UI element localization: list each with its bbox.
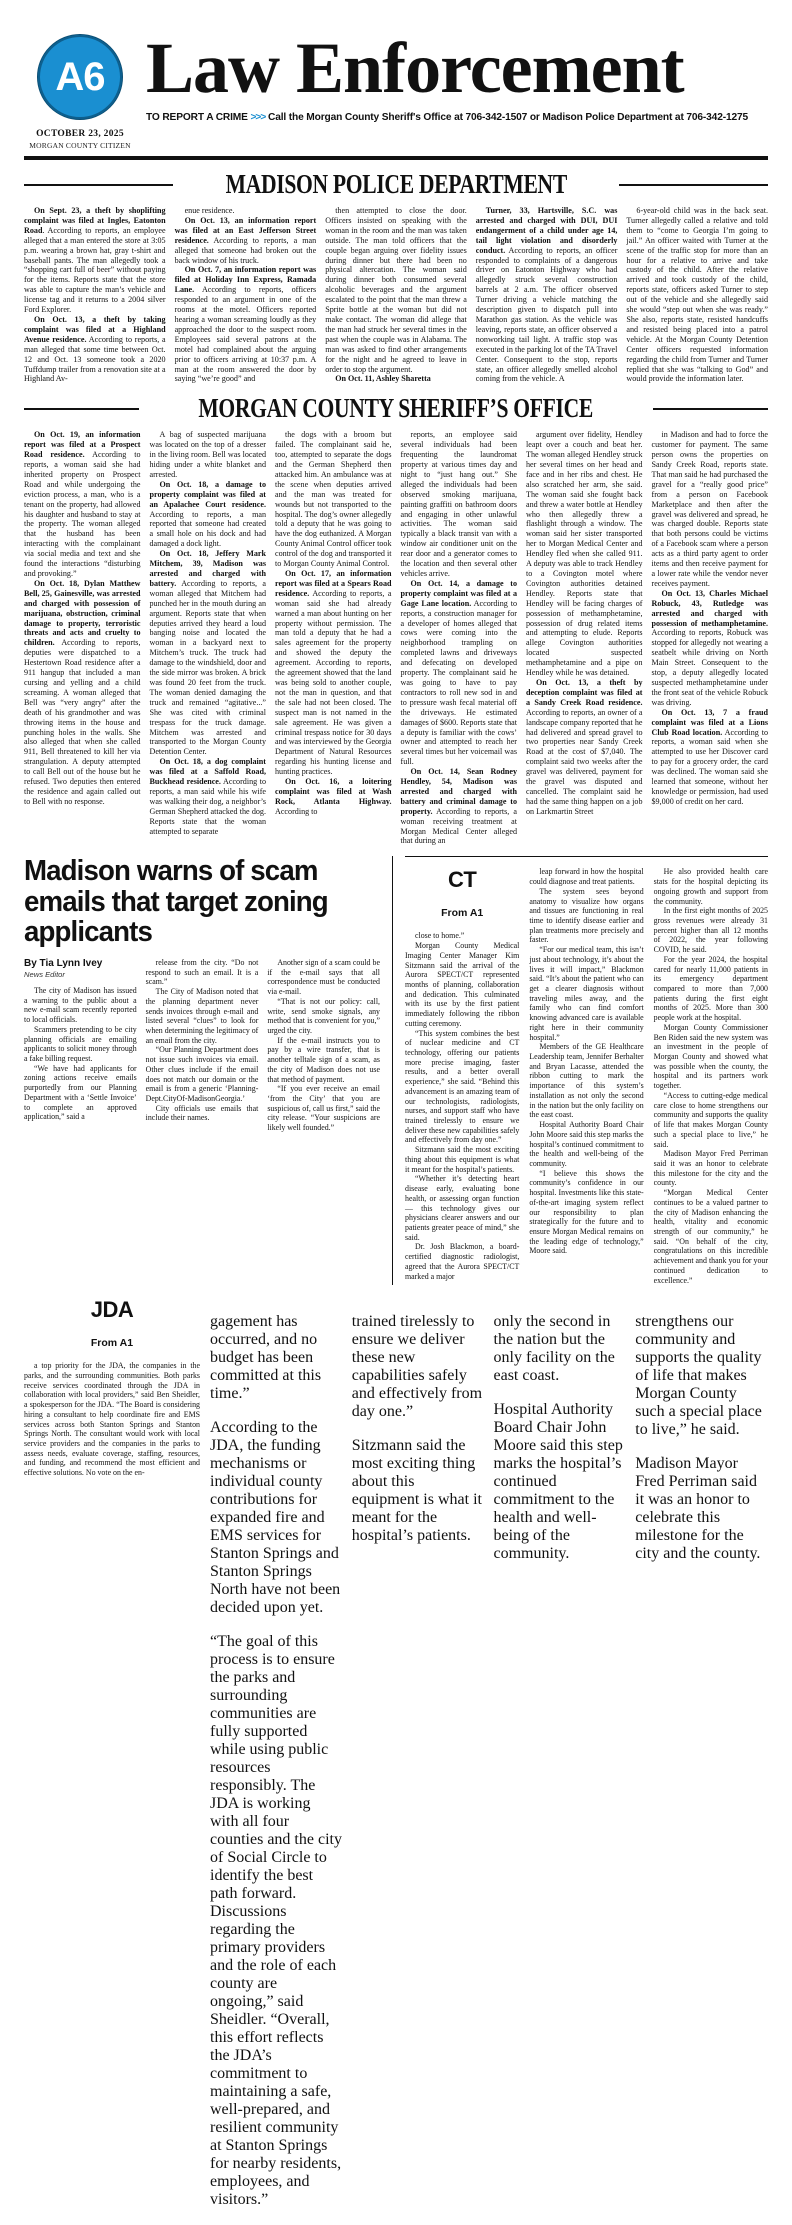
mcso-paragraph: On Oct. 18, a damage to property complaint was filed at an Apalachee Court residence. According to reports, a man reported that someone had created a small hole on his dock and had damaged a dock light. xyxy=(149,479,266,549)
jda-column-1 xyxy=(210,1297,343,2225)
jda-story xyxy=(24,1297,768,2225)
ct-paragraph: “Whether it’s detecting heart disease early, evaluating bone health, or assessing organ function — this technology gives our physicians clearer answers and our patients greater peace of mind,” she said. xyxy=(405,1174,520,1242)
tip-prefix: TO REPORT A CRIME xyxy=(146,112,248,124)
page-number-badge xyxy=(37,34,123,120)
jda-paragraph: strengthens our community and supports the quality of life that makes Morgan County such a special place to live,” he said. xyxy=(635,1313,762,1439)
mcso-columns xyxy=(24,430,768,846)
jda-paragraph: trained tirelessly to ensure we deliver these new capabilities safely and effectively from day one.” xyxy=(351,1313,483,1421)
jda-paragraph: Hospital Authority Board Chair John Moore said this step marks the hospital’s continued commitment to the health and well-being of the community. xyxy=(493,1401,623,1563)
ct-paragraph: “Access to cutting-edge medical care close to home strengthens our community and supports the quality of life that makes Morgan County such a special place to live,” he said. xyxy=(653,1090,768,1149)
ct-paragraph: “Morgan Medical Center continues to be a valued partner to the city of Madison enhancing the health, vitality and economic strength of our community,” he said. “On behalf of the city, congratulations on this incredible achievement and thank you for your continued dedication to excellence.” xyxy=(653,1188,768,1285)
mpd-paragraph: enue residence. xyxy=(184,206,235,215)
ct-body-1 xyxy=(405,931,519,1281)
ct-top-rule xyxy=(405,856,768,857)
jda-column-2 xyxy=(352,1297,485,2225)
mcso-column-1 xyxy=(24,430,141,846)
mcso-paragraph: On Oct. 19, an information report was filed at a Prospect Road residence. According to reports, a woman said she had inherited property on Prospect Road and while undergoing the eviction process, a man, who is a tenant on the property, had allowed his daughter and husband to stay at the property. The woman alleged that the husband has been interacting with the complainant via social media and text and she found the interactions “disturbing and provoking.” xyxy=(24,430,141,578)
mpd-column-2 xyxy=(175,206,317,384)
mcso-paragraph: On Oct. 13, a theft by deception complaint was filed at a Sandy Creek Road residence. According to reports, an owner of a landscape company reported that he had delivered and spread gravel to two properties near Sandy Creek Road at the cost of $7,040. The complaint said two weeks after the gravel was delivered, payment for the gravel was disputed and cancelled. The complaint said he had the same thing happen on a job on Larkmartin Street xyxy=(526,677,643,816)
mcso-paragraph: On Oct. 18, Dylan Matthew Bell, 25, Gainesville, was arrested and charged with possession of marijuana, obstruction, criminal damage to property, terroristic threats and acts and cruelty to children. According to reports, deputies were dispatched to a Hestertown Road residence after a 911 hangup that included a man cursing and yelling and a child screaming. A woman alleged that Bell was “very angry” after the death of his grandmother and was throwing items in the house and punching holes in the walls. She also alleged that when she called 911, Bell threatened to kill her via strangulation. A deputy attempted to call Bell out of the house but he refused. Two deputies then entered the residence and again called out to Bell with no response. xyxy=(24,578,141,806)
jda-jump-headline: JDA xyxy=(90,1297,134,1323)
scam-column-3 xyxy=(267,958,380,1133)
jda-paragraph: Madison Mayor Fred Perriman said it was an honor to celebrate this milestone for the city and the county. xyxy=(635,1455,761,1563)
scam-headline: Madison warns of scam emails that target zoning applicants xyxy=(24,855,328,948)
scam-paragraph: The City of Madison noted that the planning department never sends invoices through e-mail and listed several “clues” to look for when determining the legitimacy of an email from the city. xyxy=(145,987,259,1045)
mcso-paragraph: On Oct. 16, a loitering complaint was filed at Wash Rock, Atlanta Highway. According to xyxy=(275,777,392,816)
jda-column-3 xyxy=(494,1297,627,2225)
ct-paragraph: leap forward in how the hospital could diagnose and treat patients. xyxy=(529,867,644,887)
ct-paragraph: Hospital Authority Board Chair John Moore said this step marks the hospital’s continued commitment to the health and well-being of the community. xyxy=(529,1120,644,1168)
mcso-paragraph: argument over fidelity, Hendley leapt over a couch and beat her. The woman alleged Hendley struck her several times on her head and face and in her ribs and chest. He also scratched her arm, she said. The woman said she fought back and threw a water bottle at Hendley who then allegedly threw a flashlight through a window. The woman said her sister transported her to Morgan Medical Center and Hendley fled when she called 911. A deputy was able to track Hendley to a Covington motel where Covington authorities detained Hendley. Reports state that Hendley will be facing charges of possession of methamphetamine, possession of drug related items and attempting to elude. Reports allege Covington authorities located suspected methamphetamine and a pipe on Hendley while he was detained. xyxy=(526,430,643,678)
mcso-column-2 xyxy=(150,430,267,846)
crime-tip-line xyxy=(146,112,768,123)
jda-columns xyxy=(210,1297,768,2225)
mpd-banner-title: MADISON POLICE DEPARTMENT xyxy=(225,169,567,199)
ct-paragraph: In the first eight months of 2025 gross revenues were already 31 percent higher than all 12 months of 2022, the year following COVID, he said. xyxy=(653,906,768,955)
ct-paragraph: The system sees beyond anatomy to visualize how organs and tissues are functioning in real time to identify disease earlier and plan treatments more precisely and faster. xyxy=(529,886,644,945)
ct-paragraph: close to home.” xyxy=(415,931,465,941)
chevrons-icon: >>> xyxy=(250,112,266,124)
ct-paragraph: “I believe this shows the community’s confidence in our hospital. Investments like this state-of-the-art imaging system reflect our responsibility to plan strategically for the future and to ensure Morgan Medical remains on the leading edge of technology,” Moore said. xyxy=(529,1168,644,1256)
mpd-columns xyxy=(24,206,768,384)
mcso-paragraph: in Madison and had to force the customer for payment. The same person owns the properties on Sandy Creek Road, reports state. That man said he had purchased the gravel for a “really good price” from a person on Facebook Marketplace and then after the gravel was delivered and spread, he was charged double. Reports state that both persons could be victims of a Facebook scam where a person acts as a third party agent to order items and then receive payment for a lower rate while the vendor never receives payment. xyxy=(651,430,768,588)
banner-rule-left xyxy=(24,184,173,186)
scam-paragraph: “Our Planning Department does not issue such invoices via email. Other clues include if the email does not match our domain or the email is from a generic ‘Planning-Dept.CityOf-MadisonGeorgia.’ xyxy=(145,1045,259,1104)
mcso-banner-title: MORGAN COUNTY SHERIFF’S OFFICE xyxy=(198,393,594,424)
scam-paragraph: release from the city. “Do not respond to such an email. It is a scam.” xyxy=(145,957,259,987)
ct-story xyxy=(392,856,768,1285)
ct-paragraph: Dr. Josh Blackmon, a board-certified diagnostic radiologist, agreed that the Aurora SPECT/CT marked a major xyxy=(405,1242,520,1281)
masthead-rule xyxy=(24,156,768,160)
byline-title: News Editor xyxy=(24,969,65,979)
lower-package xyxy=(24,856,768,1285)
ct-paragraph: Morgan County Medical Imaging Center Manager Kim Sitzmann said the arrival of the Aurora SPECT/CT represented months of planning, collaboration and dedication. This culminated with its use by the first patient immediately following the ribbon cutting ceremony. xyxy=(405,941,520,1028)
scam-paragraph: “If you ever receive an email ‘from the City’ that you are suspicious of, call us first,” said the city release. “Your suspicions are likely well founded.” xyxy=(267,1084,380,1133)
mcso-paragraph: A bag of suspected marijuana was located on the top of a dresser in the living room. Bell was located hiding under a white blanket and arrested. xyxy=(149,430,266,479)
mcso-paragraph: On Oct. 13, 7 a fraud complaint was filed at a Lions Club Road location. According to reports, a woman said when she attempted to use her Discover card to pay for a grocery order, the card was declined. The woman said she learned that someone, without her knowledge or permission, had used $9,000 of credit on her card. xyxy=(651,707,768,806)
mpd-paragraph: On Oct. 11, Ashley Sharetta xyxy=(335,374,431,384)
scam-body-1 xyxy=(24,986,137,1122)
mcso-section-banner xyxy=(24,395,768,422)
mcso-paragraph: On Oct. 14, Sean Rodney Hendley, 54, Madison was arrested and charged with battery and criminal damage to property. According to reports, a woman receiving treatment at Morgan Medical Center alleged that during an xyxy=(400,767,517,846)
jda-jump-from: From A1 xyxy=(90,1337,134,1350)
ct-column-3 xyxy=(654,867,768,1285)
ct-jump-from: From A1 xyxy=(441,907,484,920)
ct-paragraph: Morgan County Commissioner Ben Riden said the new system was an investment in the people of Morgan County and showed what was possible when the county, the hospital and its partners work together. xyxy=(653,1022,768,1091)
scam-paragraph: City officials use emails that include their names. xyxy=(145,1103,259,1123)
ct-jump-headline: CT xyxy=(448,867,477,893)
mpd-paragraph: On Oct. 13, an information report was filed at an East Jefferson Street residence. According to reports, a man alleged that someone had broken out the back window of his truck. xyxy=(174,215,317,265)
jda-lead-body xyxy=(24,1361,200,1478)
mcso-column-4 xyxy=(401,430,518,846)
masthead-title-block xyxy=(136,28,768,124)
ct-paragraph: Members of the GE Healthcare Leadership team, Jennifer Berhalter and Bryan Lacasse, attended the ribbon cutting to mark the importance of this system’s installation as not only the second in the nation but the only facility on the east coast. xyxy=(529,1042,644,1120)
mpd-paragraph: On Sept. 23, a theft by shoplifting complaint was filed at Ingles, Eatonton Road. According to reports, an employee alleged that a man entered the store at 3:05 p.m. wearing a brown hat, gray t-shirt and baseball pants. The man allegedly took a “shopping cart full of beer” without paying for the items. Reports state that the store was able to capture the man’s vehicle and license tag and it returns to a 2004 silver Ford Explorer. xyxy=(24,206,166,315)
mcso-column-5 xyxy=(526,430,643,846)
byline-author: By Tia Lynn Ivey xyxy=(24,957,103,969)
banner-rule-left xyxy=(24,408,139,410)
mcso-paragraph: reports, an employee said several individuals had been frequenting the laundromat property at various times day and night to “just hang out.” She alleged the individuals had been observed smoking marijuana, painting graffiti on bathroom doors and engaging in other unlawful activities. The woman said typically a black transit van with a window air conditioner unit on the rear door and a generator comes to the location and then several other vehicles arrive. xyxy=(400,430,517,578)
jda-paragraph: “The goal of this process is to ensure the parks and surrounding communities are fully supported while using public resources responsibly. The JDA is working with all four counties and the city of Social Circle to identify the best path forward. Discussions regarding the primary providers and the role of each county are ongoing,” said Sheidler. “Overall, this effort reflects the JDA’s commitment to maintaining a safe, well-prepared, and resilient community at Stanton Springs for nearby residents, employees, and visitors.” xyxy=(210,1633,342,2209)
ct-jump-block xyxy=(405,867,519,1285)
mcso-paragraph: On Oct. 18, a dog complaint was filed at a Saffold Road, Buckhead residence. According to reports, a man said while his wife was walking their dog, a neighbor’s German Shepherd attacked the dog. Reports state that the woman attempted to separate xyxy=(149,757,266,836)
banner-rule-right xyxy=(653,408,768,410)
jda-jump-block xyxy=(24,1297,210,2225)
page-badge-block xyxy=(24,34,136,150)
jda-paragraph: Sitzmann said the most exciting thing about this equipment is what it meant for the hospital’s patients. xyxy=(351,1437,482,1545)
mpd-column-5 xyxy=(626,206,768,384)
scam-paragraph: “That is not our policy: call, write, send smoke signals, any method that is convenient for you,” urged the city. xyxy=(267,996,380,1036)
ct-paragraph: Sitzmann said the most exciting thing about this equipment is what it meant for the hospital’s patients. xyxy=(405,1145,520,1174)
mcso-paragraph: On Oct. 13, Charles Michael Robuck, 43, Rutledge was arrested and charged with possession of methamphetamine. According to reports, Robuck was stopped for allegedly not wearing a seatbelt while driving on North Main Street. Consequent to the stop, a deputy allegedly located suspected methamphetamine under the front seat of the vehicle Robuck was driving. xyxy=(651,588,768,707)
ct-paragraph: “This system combines the best of nuclear medicine and CT technology, offering our patients more precise imaging, faster results, and a better overall experience,” she said. “Behind this advancement is an amazing team of our technologists, radiologists, nurses, and support staff who have trained tirelessly to ensure we deliver these new capabilities safely and effectively from day one.” xyxy=(405,1028,520,1145)
scam-paragraph: Scammers pretending to be city planning officials are emailing applicants to solicit money through a fake billing request. xyxy=(24,1024,137,1064)
jda-lead-paragraph: a top priority for the JDA, the companies in the parks, and the surrounding communities. Both parks receive services coordinated through the JDA in collaboration with local providers,” said Ben Sheidler, a spokesperson for the JDA. “The Board is considering hiring a consultant to help coordinate fire and EMS services across both Stanton Springs and Stanton Springs North. The consultant would work with local service providers and the companies in the parks to assess needs, evaluate coverage, staffing, resources, and funding, and recommend the most efficient and effective solutions. No vote on the en- xyxy=(24,1361,200,1478)
page-number-text: A6 xyxy=(55,55,105,99)
ct-column-2 xyxy=(529,867,643,1285)
masthead xyxy=(24,0,768,150)
mpd-paragraph: On Oct. 13, a theft by taking complaint was filed at a Highland Avenue residence. According to reports, a man alleged that some time between Oct. 12 and Oct. 13 someone took a 2020 Tuffdump trailer from a renovation site at a Highland Av- xyxy=(24,314,166,384)
scam-paragraph: The city of Madison has issued a warning to the public about a new e-mail scam recently reported to local officials. xyxy=(24,985,137,1025)
jda-column-4 xyxy=(635,1297,768,2225)
scam-paragraph: Another sign of a scam could be if the e-mail says that all correspondence must be conducted via e-mail. xyxy=(267,957,380,997)
ct-paragraph: For the year 2024, the hospital cared for nearly 11,000 patients in its emergency department compared to more than 7,000 patients during the first eight months of 2025. More than 300 people work at the hospital. xyxy=(653,954,768,1023)
mpd-column-4 xyxy=(476,206,618,384)
scam-column-1 xyxy=(24,958,137,1133)
ct-paragraph: He also provided health care stats for the hospital depicting its ongoing growth and support from the community. xyxy=(653,867,768,906)
issue-date: OCTOBER 23, 2025 xyxy=(36,129,124,139)
mcso-paragraph: the dogs with a broom but failed. The complainant said he, too, attempted to separate the dogs and the German Shepherd then attacked him. An ambulance was at the scene when deputies arrived and the man was treated for wounds but not transported to the hospital. The dog’s owner allegedly told a deputy that he was going to have the dog euthanized. A Morgan County Animal Control officer took control of the dog and transported it to Morgan County Animal Control. xyxy=(275,430,392,569)
mcso-paragraph: On Oct. 14, a damage to property complaint was filed at a Gage Lane location. According to reports, a construction manager for a developer of homes alleged that cows were coming into the neighborhood trampling on completed lawns and driveways and defecating on developed property. The complainant said he was going to have to pay contractors to roll new sod in and to pressure wash fecal material off the driveways. He estimated damages of $600. Reports state that a deputy is familiar with the cows’ owner and attempted to reach her several times but her voicemail was full. xyxy=(400,578,517,767)
ct-paragraph: “For our medical team, this isn’t just about technology, it’s about the lives it will impact,” Blackmon said. “It’s about the patient who can get a clearer diagnosis without traveling miles away, and the family who can find comfort knowing advanced care is available right here in their community hospital.” xyxy=(529,945,644,1042)
mpd-section-banner xyxy=(24,171,768,198)
mcso-paragraph: On Oct. 17, an information report was filed at a Spears Road residence. According to reports, a woman said she had already warned a man about hunting on her property without permission. The man told a deputy that he had a sales agreement for the property and showed the deputy the agreement. According to reports, the agreement showed that the land was being sold to another couple, not the man in question, and that the sale had not been closed. The suspect man is not named in the sale agreement. He was given a criminal trespass notice for 30 days and was interviewed by the Georgia Department of Natural Resources regarding his hunting license and hunting practices. xyxy=(275,569,392,777)
mpd-paragraph: Turner, 33, Hartsville, S.C. was arrested and charged with DUI, DUI endangerment of a child under age 14, tail light violation and disorderly conduct. According to reports, an officer responded to complaints of a dangerous driver on Eatonton Highway who had allegedly struck several construction barrels at 2 a.m. The officer observed Turner driving a vehicle matching the description given to dispatch pull into Marathon gas station. As the vehicle was leaving, reports state, an officer observed a nonworking tail light. A traffic stop was executed in the parking lot of the TA Travel Center. Consequent to the stop, reports state, an officer allegedly smelled alcohol coming from the vehicle. A xyxy=(475,206,618,384)
page-title: Law Enforcement xyxy=(146,28,684,108)
publication-name: MORGAN COUNTY CITIZEN xyxy=(29,141,131,150)
scam-paragraph: “We have had applicants for zoning actions receive emails purportedly from our Planning Department with a ‘Settle Invoice’ to complete an approved application,” said a xyxy=(24,1063,137,1122)
mpd-column-3 xyxy=(325,206,467,384)
mcso-paragraph: On Oct. 18, Jeffery Mark Mitchem, 39, Madison was arrested and charged with battery. According to reports, a woman alleged that Mitchem had punched her in the mouth during an argument. Reports state that when deputies arrived they heard a loud banging noise and located the woman in a backyard next to Mitchem’s truck. The truck had damage to the windshield, door and the side mirror was broken. A brick was found 20 feet from the truck. The woman denied damaging the truck and remained “agitative...” She was cited with criminal trespass for the truck damage. Mitchem was arrested and transported to the Morgan County Detention Center. xyxy=(149,549,266,757)
mpd-paragraph: then attempted to close the door. Officers insisted on speaking with the woman in the room and the man was taken outside. The man told officers that the couple began arguing over fidelity issues during dinner but there had been no physical altercation. The woman said during dinner both consumed several alcoholic beverages and the argument escalated to the point that the man threw a Sprite bottle at the woman but did not make contact. The woman did allege that the man had struck her several times in the past when the couple was in Alabama. The man was asked to find other arrangements for the night and he agreed to leave in order to stop the argument. xyxy=(325,206,467,374)
ct-paragraph: Madison Mayor Fred Perriman said it was an honor to celebrate this milestone for the city and the county. xyxy=(653,1149,768,1188)
scam-paragraph: If the e-mail instructs you to pay by a wire transfer, that is another telltale sign of a scam, as the city of Madison does not use that method of payment. xyxy=(267,1035,380,1084)
jda-paragraph: only the second in the nation but the only facility on the east coast. xyxy=(493,1313,615,1385)
mpd-paragraph: On Oct. 7, an information report was filed at Holiday Inn Express, Ramada Lane. According to reports, officers responded to an argument in one of the rooms at the motel. Officers reported hearing a woman screaming loudly as they approached the door to the suspect room. Employees said several patrons at the motel had complained about the arguing prior to officers arriving at 10:37 p.m. A man at the room answered the door by saying “we’re good” and xyxy=(174,265,317,384)
scam-story xyxy=(24,856,392,1285)
mpd-paragraph: 6-year-old child was in the back seat. Turner allegedly called a relative and told them to “come to Georgia I’m going to jail.” An officer waited with Turner at the scene of the traffic stop for more than an hour for a relative to arrive and take custody of the child. After the relative arrived and took custody of the child, reports state, officers asked Turner to step out of the vehicle and she allegedly said she would “step out when she was ready.” She also, reports state, resisted handcuffs and resisted being placed into a patrol vehicle. At the Morgan County Detention Center officers requested information regarding the child from Turner and Turner replied that she was “talking to God” and would provide the information later. xyxy=(626,206,768,384)
jda-paragraph: According to the JDA, the funding mechanisms or individual county contributions for expanded fire and EMS services for Stanton Springs and Stanton Springs North have not been decided upon yet. xyxy=(210,1419,341,1617)
scam-column-2 xyxy=(146,958,259,1133)
mcso-column-6 xyxy=(652,430,769,846)
jda-paragraph: gagement has occurred, and no budget has been committed at this time.” xyxy=(210,1313,322,1403)
mpd-column-1 xyxy=(24,206,166,384)
banner-rule-right xyxy=(619,184,768,186)
mcso-column-3 xyxy=(275,430,392,846)
tip-phone-text: Call the Morgan County Sheriff's Office at 706-342-1507 or Madison Police Department at 706-342-1275 xyxy=(268,112,749,124)
